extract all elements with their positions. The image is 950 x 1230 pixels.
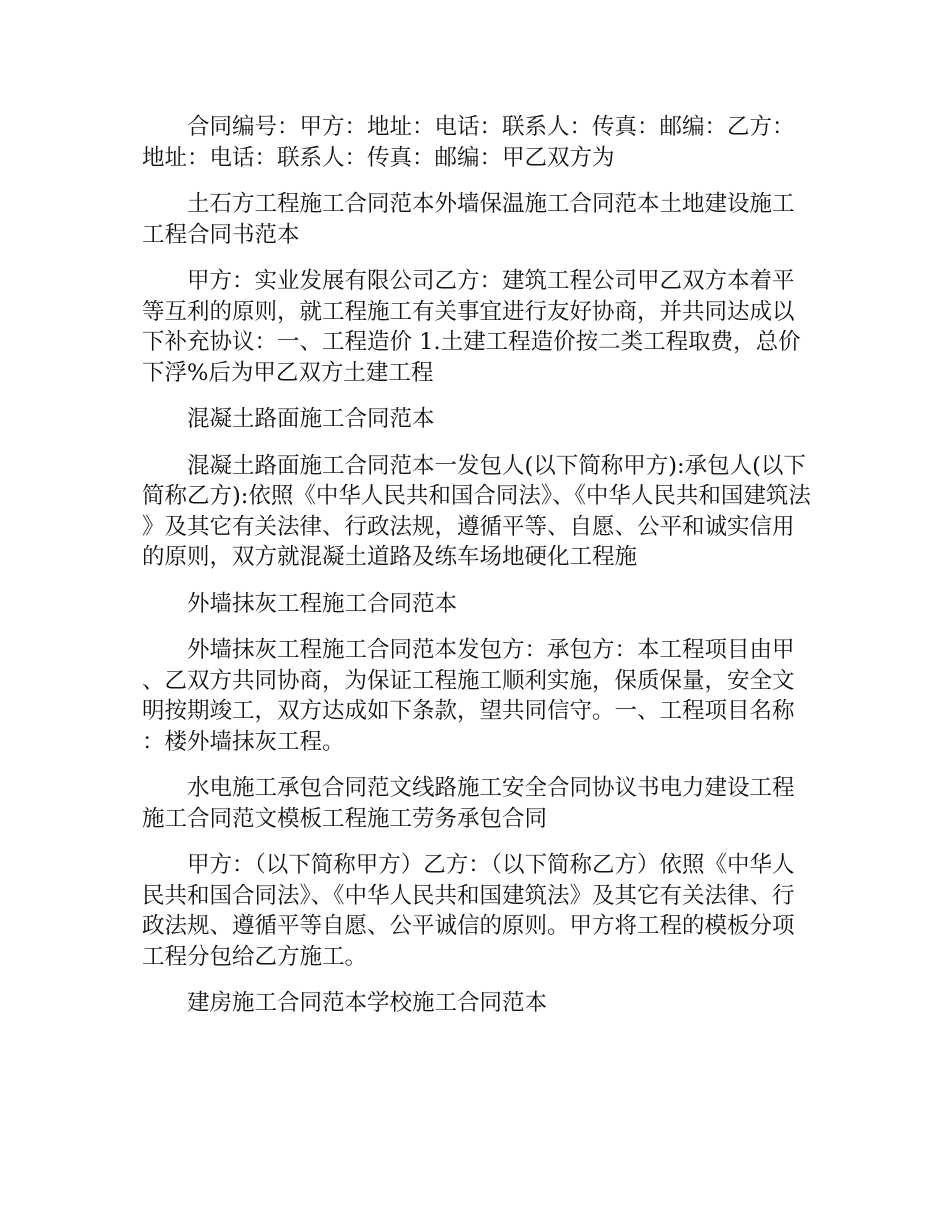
paragraph-contract-header: 合同编号：甲方：地址：电话：联系人：传真：邮编：乙方：地址：电话：联系人：传真：邮编：甲乙双方为 [142,114,795,171]
paragraph-heading-exterior-plaster: 外墙抹灰工程施工合同范本 [187,590,458,617]
paragraph-supplement-agreement: 甲方：实业发展有限公司乙方：建筑工程公司甲乙双方本着平等互利的原则，就工程施工有关事宜进行友好协商，并共同达成以下补充协议：一、工程造价 1.土建工程造价按二类工程取费，总价下浮%后为甲乙双方土建工程 [142,268,801,386]
paragraph-concrete-road-body: 混凝土路面施工合同范本一发包人(以下简称甲方):承包人(以下简称乙方):依照《中华人民共和国合同法》、《中华人民共和国建筑法》及其它有关法律、行政法规，遵循平等、自愿、公平和诚实信用的原则，双方就混凝土道路及练车场地硬化工程施 [142,452,811,570]
paragraph-related-titles-1: 土石方工程施工合同范本外墙保温施工合同范本土地建设施工工程合同书范本 [142,191,795,248]
paragraph-heading-concrete-road: 混凝土路面施工合同范本 [187,406,435,432]
paragraph-related-titles-3: 建房施工合同范本学校施工合同范本 [187,990,548,1016]
paragraph-exterior-plaster-body: 外墙抹灰工程施工合同范本发包方：承包方：本工程项目由甲、乙双方共同协商，为保证工程施工顺利实施，保质保量，安全文明按期竣工，双方达成如下条款，望共同信守。一、工程项目名称：楼外墙抹灰工程。 [142,637,795,755]
paragraph-related-titles-2: 水电施工承包合同范文线路施工安全合同协议书电力建设工程施工合同范文模板工程施工劳务承包合同 [142,775,795,832]
document-body [142,112,812,1035]
paragraph-formwork-body: 甲方：（以下简称甲方）乙方：（以下简称乙方）依照《中华人民共和国合同法》、《中华人民共和国建筑法》及其它有关法律、行政法规、遵循平等自愿、公平诚信的原则。甲方将工程的模板分项工程分包给乙方施工。 [142,852,795,970]
